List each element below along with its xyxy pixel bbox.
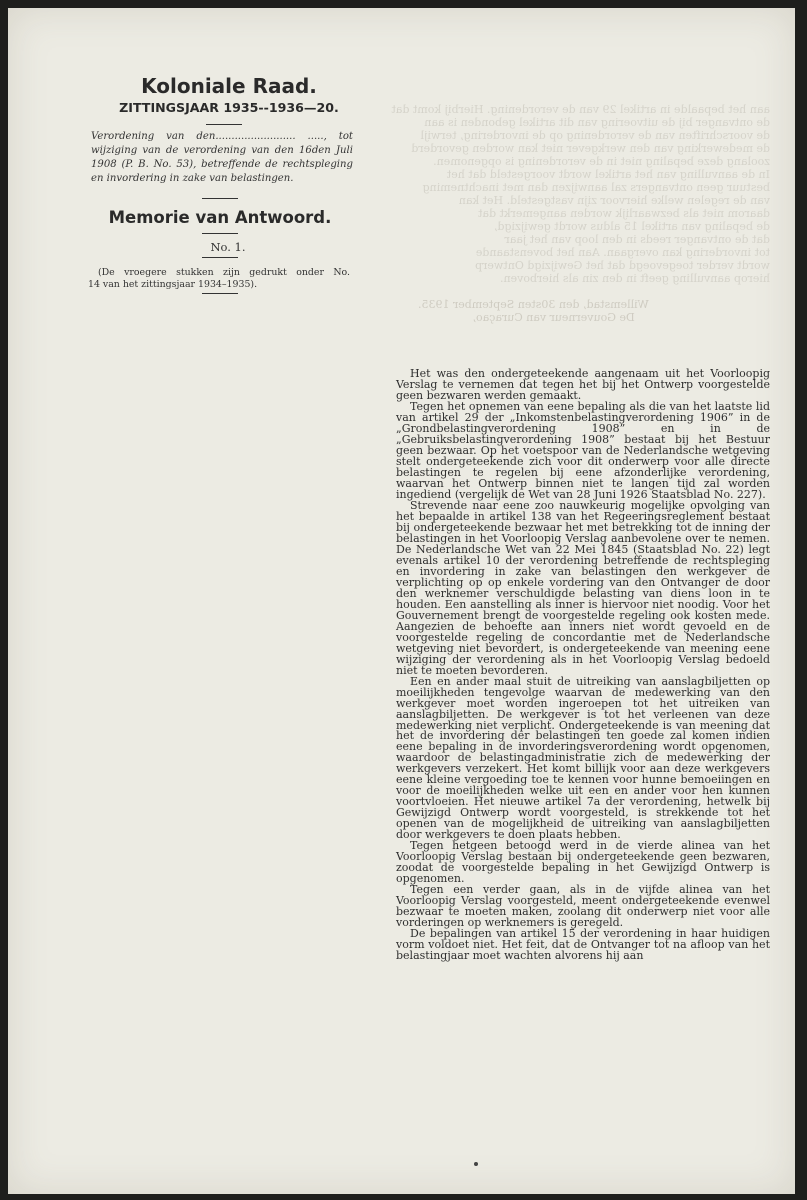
divider-rule: [202, 233, 238, 234]
prior-documents-note: [88, 267, 350, 291]
session-year: ZITTINGSJAAR 1935--1936—20.: [119, 100, 339, 115]
paragraph: De bepalingen van artikel 15 der verordening in haar huidigen vorm voldoet niet. Het feit, dat de Ontvanger tot na afloop van het belastingjaar moet wachten alvorens hij aan: [396, 927, 770, 963]
ordinance-description: Verordening van den......................... ....., tot wijziging van de verordening van den 16den Juli 1908 (P. B. No. 53), betreffende de rechtspleging en invordering in zake van belastingen.: [91, 131, 353, 184]
page-mark: [474, 1162, 478, 1166]
paragraph: Tegen het opnemen van eene bepaling als die van het laatste lid van artikel 29 der „Inkomstenbelastingverordening 1906” in de „Grondbelastingverordening 1908” en in de „Gebruiksbelastingverordening 1908” bestaat bij het Bestuur geen bezwaar. Op het voetspoor van de Nederlandsche wetgeving stelt ondergeteekende zich voor dit onderwerp voor alle directe belastingen te regelen bij eene afzonderlijke verordening, waarvan het Ontwerp binnen niet te langen tijd zal worden ingediend (vergelijk de Wet van 28 Juni 1926 Staatsblad No. 227).: [396, 399, 770, 501]
paragraph: Tegen een verder gaan, als in de vijfde alinea van het Voorloopig Verslag voorgesteld, meent ondergeteekende evenwel bezwaar te moeten maken, zoolang dit onderwerp niet voor alle vorderingen op werknemers is geregeld.: [396, 883, 770, 930]
paragraph: Het was den ondergeteekende aangenaam uit het Voorloopig Verslag te vernemen dat tegen het bij het Ontwerp voorgestelde geen bezwaren werden gemaakt.: [396, 367, 770, 402]
bleed-through-text: aan het bepaalde in artikel 29 van de verordening. Hierbij komt dat de ontvanger bij de uitvoering van dit artikel gebonden is aan de voorschriften van de verordening op de invordering, terwijl de medewerking van den werkgever niet kan worden gevorderd zoolang deze bepaling niet in de verordening is opgenomen. In de aanvulling van het artikel wordt voorgesteld dat het bestuur geen ontvangers zal aanwijzen dan met inachtneming van de regelen welke hiervoor zijn vastgesteld. Het kan daarom niet als bezwaarlijk worden aangemerkt dat de bepaling van artikel 15 aldus wordt gewijzigd, dat de ontvanger reeds in den loop van het jaar tot invordering kan overgaan. Aan het bovenstaande wordt verder toegevoegd dat het Gewijzigd Ontwerp hierop aanvulling geeft in den zin als hierboven.: [391, 103, 770, 285]
divider-rule: [202, 198, 238, 199]
bleed-through-signature: Willemstad, den 30sten September 1935. De Gouverneur van Curaçao,: [418, 298, 649, 324]
document-number: No. 1.: [210, 240, 246, 254]
divider-rule: [202, 257, 238, 258]
divider-rule: [202, 293, 238, 294]
paragraph: Tegen hetgeen betoogd werd in de vierde alinea van het Voorloopig Verslag bestaan bij ondergeteekende geen bezwaren, zoodat de voorgestelde bepaling in het Gewijzigd Ontwerp is opgenomen.: [396, 839, 770, 886]
note-line: (De vroegere stukken zijn gedrukt onder No.: [98, 267, 350, 278]
document-page: [8, 8, 795, 1194]
paragraph: Strevende naar eene zoo nauwkeurig mogelijke opvolging van het bepaalde in artikel 138 van het Regeeringsreglement bestaat bij ondergeteekende bezwaar het met betrekking tot de inning der belastingen in het Voorloopig Verslag aanbevolene over te nemen. De Nederlandsche Wet van 22 Mei 1845 (Staatsblad No. 22) legt evenals artikel 10 der verordening betreffende de rechtspleging en invordering in zake van belastingen den werkgever de verplichting op op enkele vordering van den Ontvanger de door den werknemer verschuldigde belasting van diens loon in te houden. Een aanstelling als inner is hiervoor niet noodig. Voor het Gouvernement brengt de voorgestelde regeling ook kosten mede. Aangezien de behoefte aan inners niet wordt gevoeld en de voorgestelde regeling de concordantie met de Nederlandsche wetgeving niet bevordert, is ondergeteekende van meening eene wijziging der verordening als in het Voorloopig Verslag bedoeld niet te moeten bevorderen.: [396, 498, 770, 677]
council-title: Koloniale Raad.: [141, 74, 317, 98]
body-text: [396, 368, 770, 961]
document-title: Memorie van Antwoord.: [108, 208, 332, 227]
divider-rule: [206, 124, 242, 125]
paragraph: Een en ander maal stuit de uitreiking van aanslagbiljetten op moeilijkheden tengevolge waarvan de medewerking van den werkgever moet worden ingeroepen tot het uitreiken van aanslagbiljetten. De werkgever is tot het verleenen van deze medewerking niet verplicht. Ondergeteekende is van meening dat het de invordering der belastingen ten goede zal komen indien eene bepaling in de invorderingsverordening wordt opgenomen, waardoor de belastingadministratie zich de medewerking der werkgevers verzekert. Het komt billijk voor aan deze werkgevers eene kleine vergoeding toe te kennen voor hunne bemoeiingen en voor de moeilijkheden welke uit een en ander voor hen kunnen voortvloeien. Het nieuwe artikel 7a der verordening, hetwelk bij Gewijzigd Ontwerp wordt voorgesteld, is strekkende tot het openen van de mogelijkheid de uitreiking van aanslagbiljetten door werkgevers te doen plaats hebben.: [396, 674, 770, 842]
note-line: 14 van het zittingsjaar 1934–1935).: [88, 279, 258, 290]
